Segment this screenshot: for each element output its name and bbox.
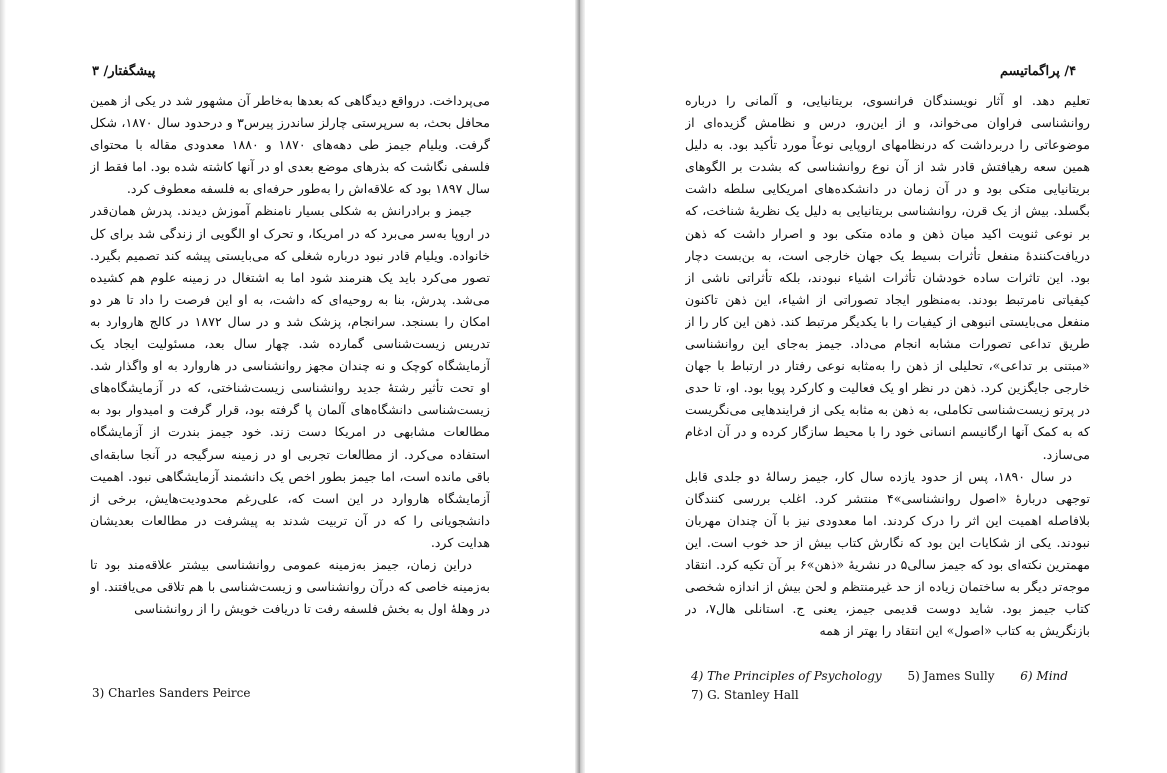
left-page-header: پیشگفتار/ ۳ — [92, 64, 156, 79]
paragraph: جیمز و برادرانش به شکلی بسیار نامنظم آموزش دیدند. پدرش همان‌قدر در اروپا به‌سر می‌برد که در امریکا، و تحرک او الگویی از زندگی شد برای کل خانواده. ویلیام قادر نبود درباره شغلی که می‌بایستی پیشه کند تصمیم بگیرد. تصور می‌کرد باید یک هنرمند شود اما به اشتغال در زمینه علوم هم کشیده می‌شد. پدرش، بنا به روحیه‌ای که داشت، به او این فرصت را داد تا هر دو امکان را بسنجد. سرانجام، پزشک شد و در سال ۱۸۷۲ در کالج هاروارد به تدریس زیست‌شناسی گمارده شد. چهار سال بعد، مسئولیت ایجاد یک آزمایشگاه کوچک و نه چندان مجهز روانشناسی در هاروارد به او واگذار شد. او تحت تأثیر رشتهٔ جدید روانشناسی زیست‌شناختی، که در آزمایشگاه‌های زیست‌شناسی دانشگاه‌های آلمان پا گرفته بود، قرار گرفت و امیدوار بود به مطالعات مشابهی در امریکا دست زند. خود جیمز بندرت از آزمایشگاه استفاده می‌کرد. از مطالعات تجربی او در زمینه سرگیجه در آنجا سابقه‌ای باقی مانده است، اما جیمز بطور اخص یک دانشمند آزمایشگاهی نبود. اهمیت آزمایشگاه هاروارد در این است که، علی‌رغم محدودیت‌هایش، برخی از دانشجویانی را که در آن تربیت شدند به پیشرفت در مطالعات بعدیشان هدایت کرد. — [90, 203, 490, 550]
paragraph: در سال ۱۸۹۰، پس از حدود یازده سال کار، جیمز رسالهٔ دو جلدی قابل توجهی دربارهٔ «اصول روانشناسی»۴ منتشر کرد. اغلب بررسی کنندگان بلافاصله اهمیت این اثر را درک کردند. اما معدودی نیز با آن چندان مهربان نبودند. یکی از شکایات این بود که نگارش کتاب بیش از حد خوب است. این مهمترین نکته‌ای بود که جیمز سالی۵ در نشریهٔ «ذهن»۶ بر آن تکیه کرد. انتقاد موجه‌تر دیگر به ساختمان زیاده از حد غیرمنتظم و لحن بیش از اندازه شخصی کتاب جیمز بود. شاید دوست قدیمی جیمز، یعنی ج. استانلی هال۷، در بازنگریش به کتاب «اصول» این انتقاد را بهتر از همه — [685, 468, 1090, 639]
footnote-item: 7) G. Stanley Hall — [691, 688, 799, 702]
left-page — [0, 0, 575, 773]
book-gutter — [575, 0, 585, 773]
footnote-item: 4) The Principles of Psychology — [691, 669, 882, 683]
right-page-footnotes-row — [691, 688, 821, 702]
left-page-footnote: 3) Charles Sanders Peirce — [92, 686, 251, 700]
paragraph: دراین زمان، جیمز به‌زمینه عمومی روانشناسی بیشتر علاقه‌مند بود تا به‌زمینه خاصی که درآن روانشناسی و زیست‌شناسی با هم تلاقی می‌یافتند. او در وهلهٔ اول به بخش فلسفه رفت تا دریافت خویش را از روانشناسی — [90, 556, 490, 617]
left-page-body — [90, 90, 490, 670]
right-page — [585, 0, 1167, 773]
footnote-item: 6) Mind — [1020, 669, 1068, 683]
right-page-footnotes-row — [691, 669, 1090, 683]
paragraph: می‌پرداخت. درواقع دیدگاهی که بعدها به‌خاطر آن مشهور شد در یکی از همین محافل بحث، به سرپرستی چارلز ساندرز پیرس۳ و درحدود سال ۱۸۷۰، شکل گرفت. ویلیام جیمز طی دهه‌های ۱۸۷۰ و ۱۸۸۰ معدودی مقاله با محتوای فلسفی نگاشت که بذرهای موضع بعدی او در آنها کاشته شده بود. اما فقط از سال ۱۸۹۷ بود که علاقه‌اش را به‌طور حرفه‌ای به فلسفه معطوف کرد. — [90, 93, 490, 197]
footnote-item: 5) James Sully — [907, 669, 995, 683]
right-page-body — [685, 90, 1090, 680]
right-page-header: ۴/ پراگماتیسم — [1000, 64, 1077, 79]
paragraph: تعلیم دهد. او آثار نویسندگان فرانسوی، بریتانیایی، و آلمانی را درباره روانشناسی فراوان می‌خواند، و از این‌رو، درس و نظامش گزیده‌ای از موضوعاتی را دربرداشت که درنظامهای اروپایی نوعاً مورد تأکید بود. به دلیل همین سعه رهیافتش قادر شد از آن نوع روانشناسی که بشدت بر الگوهای بریتانیایی متکی بود و در آن زمان در دانشکده‌های امریکایی سلطه داشت بگسلد. بیش از یک قرن، روانشناسی بریتانیایی به دلیل یک نظریهٔ شناخت، که بر نوعی ثنویت اکید میان ذهن و ماده متکی بود و اصرار داشت که ذهن دریافت‌کنندهٔ منفعل تأثرات بسیط یک جهان خارجی است، به بن‌بست دچار بود. این تاثرات ساده خودشان تأثرات اشیاء نبودند، بلکه تأثراتی ناشی از کیفیاتی نامرتبط بودند. به‌منظور ایجاد تصوراتی از اشیاء، این ذهن تاکنون منفعل می‌بایستی انبوهی از کیفیات را با یکدیگر مرتبط کند. ذهن این کار را از طریق تداعی تصورات مشابه انجام می‌داد. جیمز به‌جای این روانشناسی «مبتنی بر تداعی»، تحلیلی از ذهن را به‌مثابه نوعی رفتار در ارتباط با جهان خارجی جایگزین کرد. ذهن در نظر او یک فعالیت و کارکرد پویا بود. او، تا حدی در پرتو زیست‌شناسی تکاملی، به ذهن به مثابه یکی از فرایندهایی می‌نگریست که به کمک آنها ارگانیسم انسانی خود را با محیط سازگار کرده و در آن ادغام می‌سازد. — [685, 93, 1090, 462]
